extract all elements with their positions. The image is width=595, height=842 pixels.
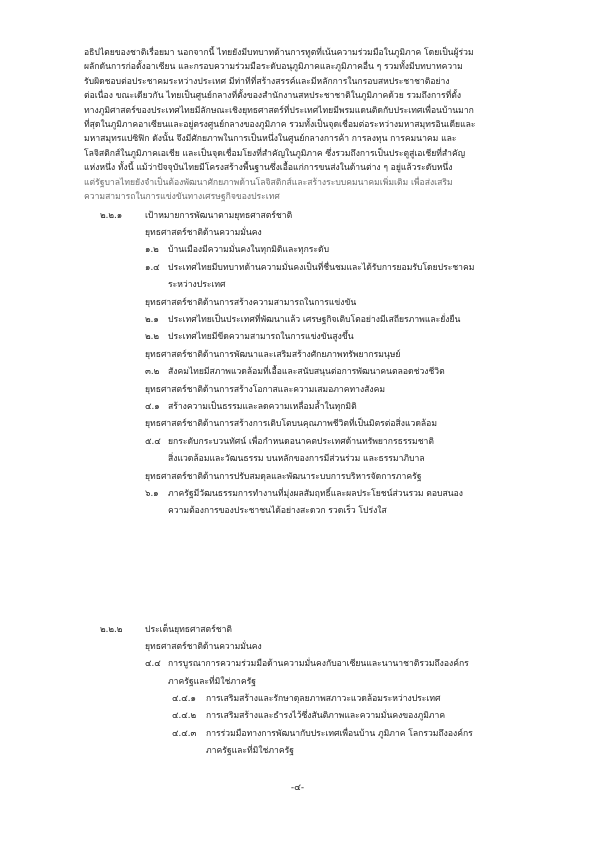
sub-item-text: การร่วมมือทางการพัฒนากับประเทศเพื่อนบ้าน ภูมิภาค โลกรวมถึงองค์กร [206, 728, 473, 739]
paragraph-line: มหาสมุทรแปซิฟิก ดังนั้น จึงมีศักยภาพในการเป็นหนึ่งในศูนย์กลางการค้า การลงทุน การคมนาคม และ [84, 134, 457, 145]
item-text: สร้างความเป็นธรรมและลดความเหลื่อมล้ำในทุกมิติ [168, 402, 357, 412]
section-number: ๒.๒.๑ [100, 211, 123, 221]
item-text: ยุทธศาสตร์ชาติด้านความมั่นคง [145, 642, 262, 652]
paragraph-line: ต่อเนื่อง ขณะเดียวกัน ไทยเป็นศูนย์กลางที่ตั้งของสำนักงานสหประชาชาติในภูมิภาคด้วย รวมถึงการที่ตั้ง [84, 91, 462, 102]
section-title: เป้าหมายการพัฒนาตามยุทธศาสตร์ชาติ [145, 211, 293, 221]
item-text: ยุทธศาสตร์ชาติด้านการปรับสมดุลและพัฒนาระบบการบริหารจัดการภาครัฐ [145, 471, 422, 482]
item-text: ประเทศไทยมีบทบาทด้านความมั่นคงเป็นที่ชื่นชมและได้รับการยอมรับโดยประชาคม [168, 262, 475, 273]
item-text: ยุทธศาสตร์ชาติด้านการพัฒนาและเสริมสร้างศักยภาพทรัพยากรมนุษย์ [145, 349, 401, 360]
item-text: การบูรณาการความร่วมมือด้านความมั่นคงกับอาเซียนและนานาชาติรวมถึงองค์กร [168, 659, 469, 670]
paragraph-line: ความสามารถในการแข่งขันทางเศรษฐกิจของประเทศ [84, 192, 280, 203]
item-number: ๑.๒ [145, 245, 159, 256]
paragraph-line: ทางภูมิศาสตร์ของประเทศไทยมีลักษณะเชิงยุทธศาสตร์ที่ประเทศไทยมีพรมแดนติดกับประเทศเพื่อนบ้านมาก [84, 105, 474, 116]
item-text: ยกระดับกระบวนทัศน์ เพื่อกำหนดอนาคตประเทศด้านทรัพยากรธรรมชาติ [168, 436, 434, 447]
item-text: สิ่งแวดล้อมและวัฒนธรรม บนหลักของการมีส่วนร่วม และธรรมาภิบาล [168, 454, 425, 465]
paragraph-line: แต่รัฐบาลไทยยังจำเป็นต้องพัฒนาศักยภาพด้านโลจิสติกส์และสร้างระบบคมนาคมเพิ่มเติม เพื่อส่งเสริม [84, 177, 453, 188]
paragraph-line: แห่งหนึ่ง ทั้งนี้ แม้ว่าปัจจุบันไทยมีโครงสร้างพื้นฐานซึ่งเอื้อแก่การขนส่งในด้านต่าง ๆ อยู่แล้วระดับหนึ่ง [84, 163, 453, 174]
item-number: ๔.๑ [145, 402, 160, 412]
item-text: ความต้องการของประชาชนได้อย่างสะดวก รวดเร็ว โปร่งใส [168, 506, 387, 517]
item-text: ยุทธศาสตร์ชาติด้านการสร้างความสามารถในการแข่งขัน [145, 297, 357, 308]
item-number: ๒.๒ [145, 332, 160, 343]
item-text: สังคมไทยมีสภาพแวดล้อมที่เอื้อและสนับสนุนต่อการพัฒนาคนตลอดช่วงชีวิต [168, 367, 445, 378]
paragraph-line: ผลักดันการก่อตั้งอาเซียน และกรอบความร่วมมือระดับอนุภูมิภาคและภูมิภาคอื่น ๆ รวมทั้งมีบทบาทความ [84, 62, 463, 73]
item-text: ยุทธศาสตร์ชาติด้านการสร้างโอกาสและความเสมอภาคทางสังคม [145, 384, 386, 395]
item-text: ยุทธศาสตร์ชาติด้านความมั่นคง [145, 228, 262, 238]
item-number: ๕.๔ [145, 436, 161, 447]
item-text: ยุทธศาสตร์ชาติด้านการสร้างการเติบโตบนคุณภาพชีวิตที่เป็นมิตรต่อสิ่งแวดล้อม [145, 419, 437, 430]
item-number: ๒.๑ [145, 315, 159, 325]
sub-item-text: การเสริมสร้างและรักษาดุลยภาพสภาวะแวดล้อมระหว่างประเทศ [206, 694, 441, 704]
item-number: ๓.๒ [145, 367, 160, 378]
item-text: ภาครัฐและที่มิใช่ภาครัฐ [168, 676, 256, 687]
item-number: ๖.๑ [145, 489, 159, 499]
section-title: ประเด็นยุทธศาสตร์ชาติ [145, 625, 232, 635]
item-number: ๑.๔ [145, 262, 160, 273]
item-text: ระหว่างประเทศ [168, 280, 226, 291]
paragraph-line: ที่สุดในภูมิภาคอาเซียนและอยู่ตรงศูนย์กลางของภูมิภาค รวมทั้งเป็นจุดเชื่อมต่อระหว่างมหาสมุทรอินเดียและ [84, 120, 476, 131]
paragraph-line: รับผิดชอบต่อประชาคมระหว่างประเทศ มีท่าทีที่สร้างสรรค์และมีหลักการในกรอบสหประชาชาติอย่าง [84, 76, 450, 87]
item-number: ๔.๔ [145, 659, 161, 670]
sub-item-text: การเสริมสร้างและธำรงไว้ซึ่งสันติภาพและความมั่นคงของภูมิภาค [206, 711, 446, 722]
section-number: ๒.๒.๒ [100, 625, 123, 635]
item-text: ประเทศไทยเป็นประเทศที่พัฒนาแล้ว เศรษฐกิจเติบโตอย่างมีเสถียรภาพและยั่งยืน [168, 315, 461, 325]
paragraph-line: โลจิสติกส์ในภูมิภาคเอเชีย และเป็นจุดเชื่อมโยงที่สำคัญในภูมิภาค ซึ่งรวมถึงการเป็นประตูสู่เอเชียที่สำคัญ [84, 148, 466, 159]
paragraph-line: อธิปไตยของชาติเรื่อยมา นอกจากนี้ ไทยยังมีบทบาทด้านการทูตที่เน้นความร่วมมือในภูมิภาค โดยเป็นผู้ร่วม [84, 48, 474, 58]
sub-item-number: ๔.๔.๓ [172, 728, 197, 739]
page-number: -๔- [290, 783, 305, 793]
sub-item-number: ๔.๔.๒ [172, 711, 197, 722]
item-text: บ้านเมืองมีความมั่นคงในทุกมิติและทุกระดับ [168, 245, 330, 256]
item-text: ประเทศไทยมีขีดความสามารถในการแข่งขันสูงขึ้น [168, 332, 354, 343]
intro-paragraph [84, 46, 509, 204]
sub-item-text: ภาครัฐและที่มิใช่ภาครัฐ [206, 746, 294, 757]
item-text: ภาครัฐมีวัฒนธรรมการทำงานที่มุ่งผลสัมฤทธิ์และผลประโยชน์ส่วนรวม ตอบสนอง [168, 489, 463, 499]
sub-item-number: ๔.๔.๑ [172, 694, 196, 704]
